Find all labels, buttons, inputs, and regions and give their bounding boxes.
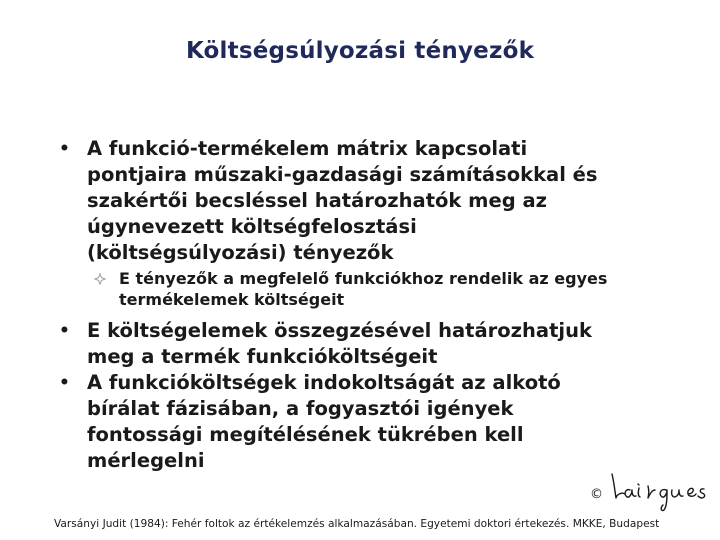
slide-title: Költségsúlyozási tényezők	[185, 38, 535, 64]
slide-content	[55, 136, 695, 474]
signature-image	[608, 466, 712, 514]
footer-citation: Varsányi Judit (1984): Fehér foltok az értékelemzés alkalmazásában. Egyetemi doktori értekezés. MKKE, Budapest	[54, 518, 660, 530]
bullet-dot-icon: •	[59, 373, 70, 393]
bullet-line: fontossági megítélésének tükrében kell	[87, 423, 524, 446]
bullet-line: szakértői becsléssel határozhatók meg az	[87, 189, 547, 212]
bullet-item-3	[55, 370, 695, 474]
sub-bullet-line: E tényezők a megfelelő funkciókhoz rendelik az egyes	[119, 269, 608, 288]
bullet-dot-icon: •	[59, 139, 70, 159]
bullet-dot-icon: •	[59, 321, 70, 341]
bullet-line: (költségsúlyozási) tényezők	[87, 241, 394, 264]
copyright-symbol: ©	[590, 487, 603, 502]
bullet-line: A funkcióköltségek indokoltságát az alkotó	[87, 371, 561, 394]
bullet-item-1	[55, 136, 695, 266]
bullet-line: mérlegelni	[87, 449, 205, 472]
bullet-line: úgynevezett költségfelosztási	[87, 215, 417, 238]
bullet-line: A funkció-termékelem mátrix kapcsolati	[87, 137, 528, 160]
outline-star-icon	[94, 273, 106, 285]
sub-bullet-line: termékelemek költségeit	[119, 290, 345, 309]
bullet-line: pontjaira műszaki-gazdasági számításokkal és	[87, 163, 598, 186]
sub-bullet-item-1	[87, 268, 695, 310]
bullet-line: E költségelemek összegzésével határozhatjuk	[87, 319, 592, 342]
bullet-line: bírálat fázisában, a fogyasztói igények	[87, 397, 514, 420]
bullet-item-2	[55, 318, 695, 370]
bullet-line: meg a termék funkcióköltségeit	[87, 345, 438, 368]
